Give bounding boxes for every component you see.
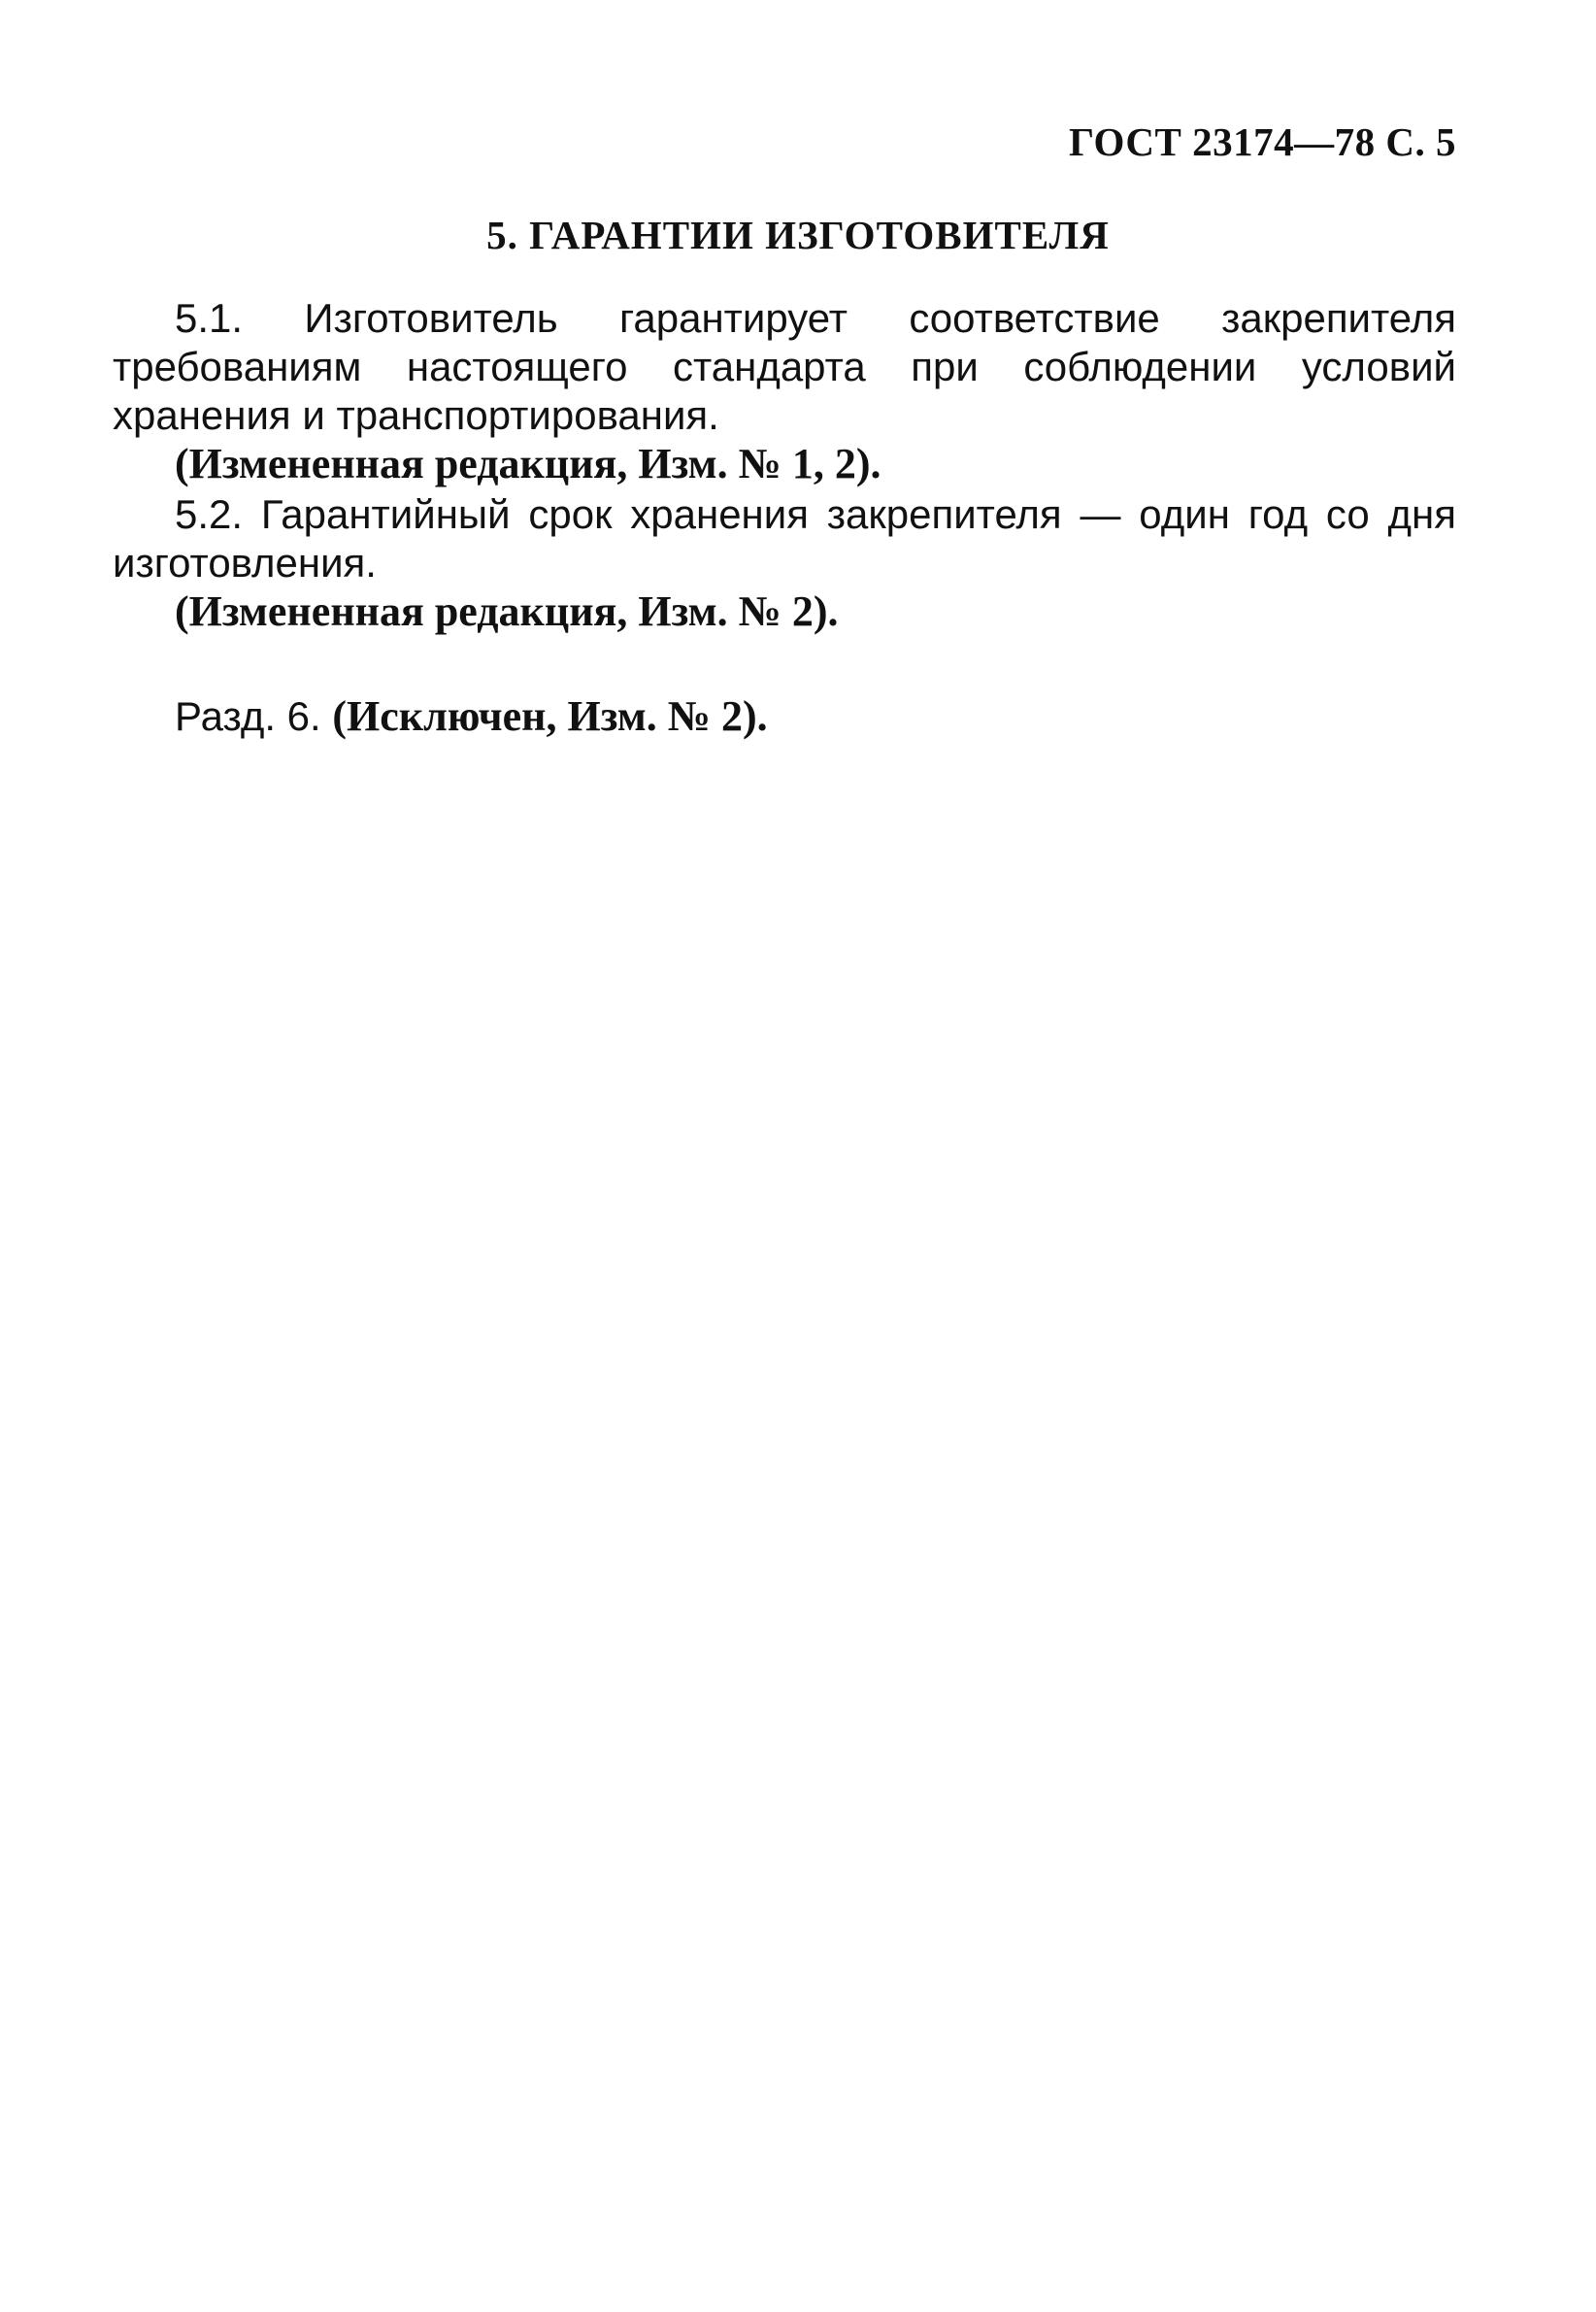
section-6-reference bbox=[175, 692, 1456, 741]
page-header: ГОСТ 23174—78 С. 5 bbox=[1068, 119, 1456, 164]
paragraph-5-1: 5.1. Изготовитель гарантирует соответствие закрепителя требованиям настоящего стандарта при соблюдении условий хранения и транспортирования. bbox=[113, 295, 1456, 438]
section-6-note: (Исключен, Изм. № 2). bbox=[332, 692, 768, 740]
section-title: 5. ГАРАНТИИ ИЗГОТОВИТЕЛЯ bbox=[486, 213, 1110, 257]
amendment-note-5-2: (Измененная редакция, Изм. № 2). bbox=[175, 587, 839, 635]
paragraph-5-2: 5.2. Гарантийный срок хранения закрепителя — один год со дня изготовления. bbox=[113, 491, 1456, 586]
section-body bbox=[113, 294, 1456, 741]
section-6-label: Разд. 6. bbox=[175, 693, 321, 739]
amendment-note-5-1: (Измененная редакция, Изм. № 1, 2). bbox=[175, 440, 881, 487]
